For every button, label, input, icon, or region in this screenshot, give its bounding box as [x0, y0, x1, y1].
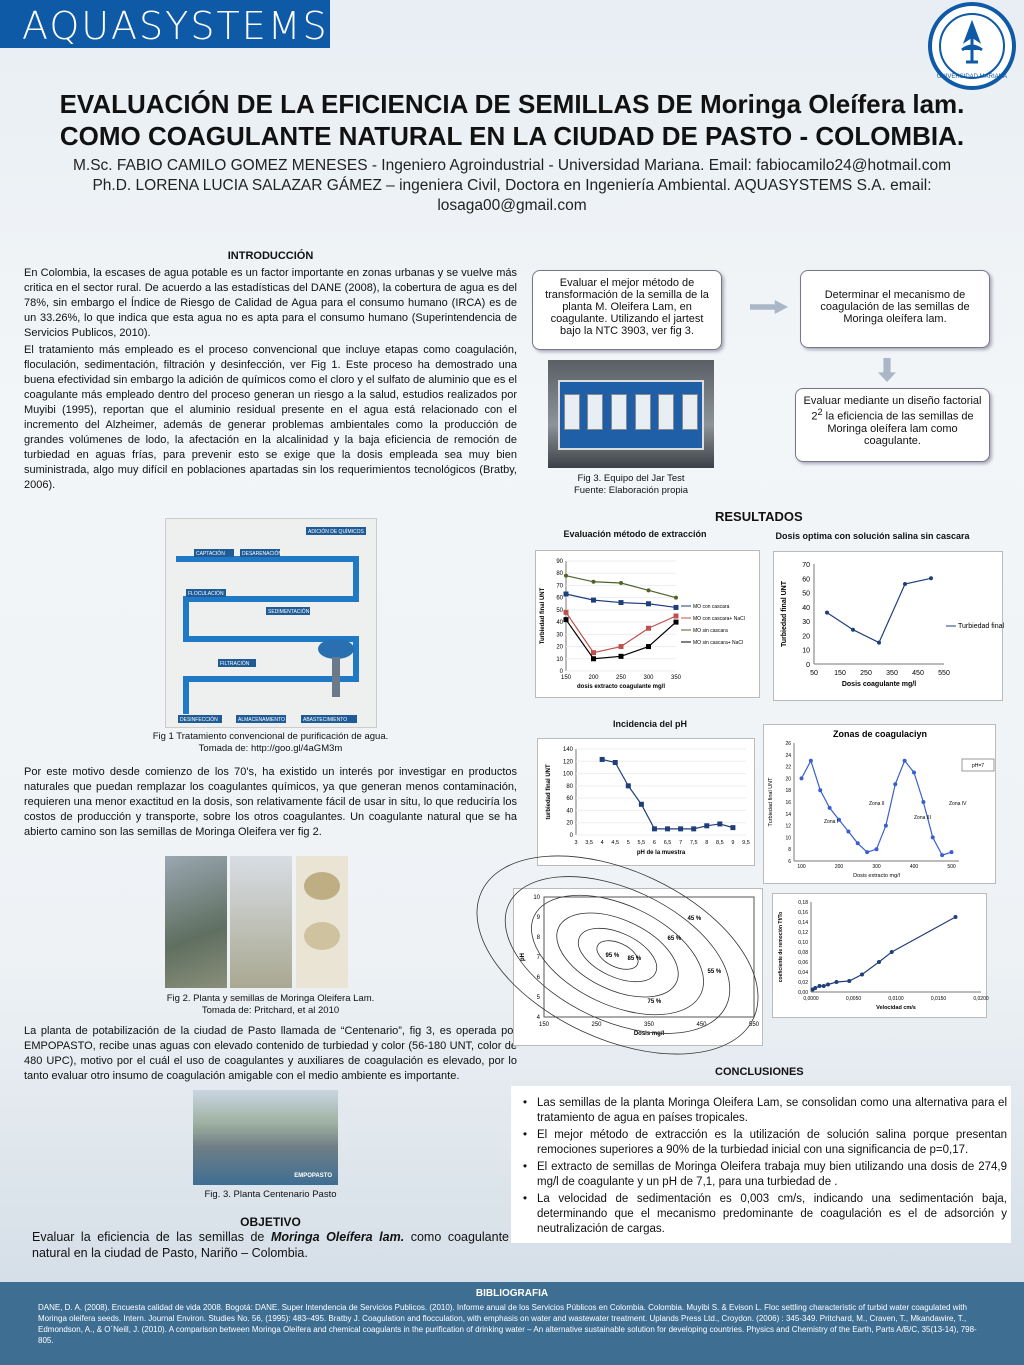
fig1-label-captacion: CAPTACIÓN [196, 551, 225, 557]
y-tick-label: 0,02 [798, 980, 808, 986]
series-zonas-point [818, 788, 822, 792]
y-tick-label: 10 [556, 656, 563, 663]
y-axis-label: Turbiedad final UNT [781, 581, 788, 647]
x-tick-label: 150 [834, 670, 846, 677]
intro-p1: En Colombia, la escases de agua potable es un factor importante en zonas urbanas y se vuelve más critica en el sector rural. De acuerdo a las estadísticas del DANE (2008), la cobertura de agua es del 78%, sin embargo el Índice de Riesgo de Calidad de Agua para el consumo humano (IRCA) es de un 33.26%, lo que indica que esta agua no es apta para el consumo humano (Superintendencia de Servicios Publicos, 2010). [24, 267, 517, 339]
authors [20, 156, 1004, 216]
series-0-point [646, 601, 651, 606]
series-zonas-point [865, 850, 869, 854]
x-tick-label: 5 [626, 840, 630, 846]
series-zonas-point [912, 771, 916, 775]
y-tick-label: 16 [785, 800, 791, 806]
y-tick-label: 0,18 [798, 900, 808, 906]
x-tick-label: 350 [670, 675, 682, 681]
series-zonas-point [828, 806, 832, 810]
y-axis-label: Turbiedad final UNT [768, 777, 774, 827]
y-tick-label: 0,00 [798, 990, 808, 996]
objetivo-post: como coagulante natural en la ciudad de Pasto, Nariño – Colombia. [32, 1230, 509, 1260]
y-tick-label: 0,12 [798, 930, 808, 936]
y-tick-label: 30 [802, 619, 810, 627]
legend-label: MO con cascara+ NaCl [693, 616, 745, 622]
fig1-label-sedimentacion: SEDIMENTACIÓN [268, 609, 310, 615]
x-tick-label: 0,0050 [845, 996, 862, 1002]
contour-label: 65 % [667, 936, 682, 942]
x-tick-label: 250 [615, 675, 627, 681]
chart-extraccion [535, 550, 760, 698]
y-tick-label: 40 [566, 808, 573, 815]
x-tick-label: 9 [731, 840, 735, 846]
intro-section [24, 250, 517, 493]
bibliografia-section [0, 1282, 1024, 1365]
series-ph-point [704, 823, 709, 828]
author-2: Ph.D. LORENA LUCIA SALAZAR GÁMEZ – ingeniera Civil, Doctora en Ingeniería Ambiental. AQUASYSTEMS S.A. email: losaga00@gmail.com [92, 177, 932, 214]
fig3-caption-2: Fuente: Elaboración propia [573, 485, 689, 496]
x-tick-label: 3,5 [585, 840, 593, 846]
y-tick-label: 0,16 [798, 910, 808, 916]
x-tick-label: 550 [748, 1022, 760, 1028]
series-3-point [591, 656, 596, 661]
intro-p3: Por este motivo desde comienzo de los 70's, ha existido un interés por investigar en productos naturales que puedan remplazar los coagulantes químicos, ya que generan menos contaminación, requieren una menor exactitud en la dosis, son relativamente fácil de usar in situ, lo que reduciría los costos de producción y transporte, sobre los otros coagulantes. Un coagulante natural que se ha abierto camino son las semillas de Moringa Oleifera ver fig 2. [24, 766, 517, 838]
series-3-line [566, 620, 676, 659]
objetivo-text [24, 1229, 517, 1261]
series-velocidad-point [954, 915, 958, 919]
series-2-point [564, 574, 568, 578]
series-velocidad-point [890, 950, 894, 954]
moringa-pods-photo [230, 856, 292, 988]
arrow-down-icon [878, 358, 896, 382]
x-tick-label: 400 [909, 864, 919, 870]
objetivo-pre: Evaluar la eficiencia de las semillas de [32, 1230, 271, 1244]
y-tick-label: 22 [785, 764, 791, 771]
y-tick-label: 0,04 [798, 970, 808, 976]
zone-label: Zona II [869, 801, 885, 807]
x-tick-label: 0,0100 [888, 996, 904, 1002]
y-tick-label: 70 [556, 583, 563, 590]
x-axis-label: Velocidad cm/s [876, 1005, 916, 1011]
x-tick-label: 450 [696, 1022, 707, 1028]
box3-pre: Evaluar mediante un diseño factorial 2 [803, 395, 982, 423]
series-zonas-point [846, 830, 850, 834]
x-tick-label: 8 [705, 840, 709, 846]
series-2-line [566, 576, 676, 598]
poster-title: EVALUACIÓN DE LA EFICIENCIA DE SEMILLAS DE Moringa Oleífera lam. COMO COAGULANTE NATURAL EN LA CIUDAD DE PASTO - COLOMBIA. [59, 89, 965, 151]
series-zonas-point [950, 850, 954, 854]
series-ph-point [665, 826, 670, 831]
series-turbiedad-point [851, 628, 855, 632]
series-1-point [564, 610, 569, 615]
y-tick-label: 40 [556, 620, 563, 627]
series-2-point [592, 580, 596, 584]
series-zonas-point [921, 800, 925, 804]
x-tick-label: 4,5 [611, 840, 620, 846]
fig3-caption-1: Fig 3. Equipo del Jar Test [577, 473, 685, 484]
fig3-caption [540, 473, 722, 497]
contour-label: 85 % [627, 956, 642, 962]
zone-label: Zona I [824, 819, 839, 825]
x-tick-label: 150 [538, 1022, 550, 1028]
x-tick-label: 550 [938, 670, 950, 677]
series-0-point [564, 592, 569, 597]
results-heading: RESULTADOS [715, 509, 803, 524]
fig1-label-desarenacion: DESARENACIÓN [242, 551, 283, 557]
fig1-caption-1: Fig 1 Tratamiento convencional de purificación de agua. [152, 731, 389, 742]
intro-heading: INTRODUCCIÓN [227, 250, 314, 262]
x-tick-label: 250 [591, 1022, 602, 1028]
series-ph-point [717, 821, 722, 826]
arrow-right-icon [750, 300, 788, 314]
y-tick-label: 90 [556, 559, 563, 565]
x-tick-label: 150 [560, 675, 572, 681]
author-1: M.Sc. FABIO CAMILO GOMEZ MENESES - Ingeniero Agroindustrial - Universidad Mariana. Email: fabiocamilo24@hotmail.com [72, 157, 951, 174]
series-turbiedad-point [903, 582, 907, 586]
chart3-title: Incidencia del pH [612, 719, 688, 729]
series-ph-line [602, 759, 733, 828]
x-tick-label: 6,5 [663, 840, 672, 846]
x-tick-label: 4 [600, 840, 604, 846]
legend-label: pH=7 [972, 763, 985, 769]
series-ph-point [639, 802, 644, 807]
y-tick-label: 10 [533, 895, 540, 901]
conclusion-1: • Las semillas de la planta Moringa Oleifera Lam, se consolidan como una alternativa para el tratamiento de agua en países tropicales. [521, 1096, 1007, 1126]
box3-sup: 2 [817, 407, 823, 417]
series-zonas-point [875, 847, 879, 851]
x-tick-label: 200 [834, 864, 844, 870]
conclusiones-box [511, 1086, 1011, 1243]
x-axis-label: Dosis coagulante mg/l [841, 681, 917, 688]
method-box-2: Determinar el mecanismo de coagulación de las semillas de Moringa oleífera lam. [800, 270, 990, 348]
aquasystems-logo: AQUASYSTEMS [0, 0, 330, 48]
series-1-point [646, 626, 651, 631]
y-tick-label: 0 [569, 833, 573, 839]
contour-label: 55 % [707, 969, 722, 975]
fig1-label-quimicos: ADICIÓN DE QUÍMICOS [308, 529, 364, 535]
y-tick-label: 8 [788, 847, 791, 854]
y-tick-label: 4 [536, 1015, 540, 1021]
y-tick-label: 5 [536, 995, 540, 1001]
series-3-point [619, 654, 624, 659]
series-2-point [647, 588, 651, 592]
x-axis-label: Dosis extracto mg/l [853, 873, 900, 879]
series-0-point [591, 598, 596, 603]
series-velocidad-point [835, 980, 839, 984]
intro-p4: La planta de potabilización de la ciudad de Pasto llamada de “Centenario”, fig 3, es operada por EMPOPASTO, recibe unas aguas con elevado contenido de turbiedad y color (56-180 UNT, color de 480 UPC), motivo por el cuál el uso de coagulantes y auxiliares de coagulación es elevado, por lo tanto evaluar otro insumo de coagulación amigable con el medio ambiente es importante. [24, 1025, 517, 1082]
series-zonas-point [903, 759, 907, 763]
contour-label: 45 % [687, 916, 702, 922]
series-velocidad-point [847, 979, 851, 983]
zone-label: Zona IV [949, 801, 967, 807]
y-tick-label: 80 [566, 783, 573, 790]
series-turbiedad-point [877, 641, 881, 645]
conclusiones-heading: CONCLUSIONES [715, 1066, 804, 1078]
x-tick-label: 0,0150 [930, 996, 947, 1002]
series-zonas-line [802, 761, 952, 855]
y-axis-label: pH [520, 953, 526, 961]
series-zonas-point [940, 853, 944, 857]
fig2-caption-2: Tomada de: Pritchard, et al 2010 [201, 1005, 340, 1016]
chart-dosis-optima [773, 551, 1003, 701]
seal-text: UNIVERSIDAD MARIANA [936, 74, 1008, 80]
x-tick-label: 50 [810, 670, 818, 677]
y-tick-label: 0 [806, 662, 810, 669]
series-velocidad-point [822, 984, 826, 988]
planta-centenario-photo [193, 1090, 338, 1185]
university-seal [928, 2, 1016, 90]
x-tick-label: 9,5 [742, 840, 750, 846]
series-zonas-point [884, 824, 888, 828]
x-tick-label: 250 [860, 670, 872, 677]
fig1-label-almacenamiento: ALMACENAMIENTO [238, 717, 285, 723]
y-tick-label: 10 [802, 647, 810, 655]
series-zonas-point [931, 835, 935, 839]
fig2-caption-1: Fig 2. Planta y semillas de Moringa Oleifera Lam. [166, 993, 375, 1004]
legend-label: Turbiedad final [958, 623, 1005, 630]
x-axis-label: pH de la muestra [636, 850, 686, 856]
y-tick-label: 80 [556, 571, 563, 578]
series-ph-point [678, 826, 683, 831]
chart2-title: Dosis optima con solución salina sin cascara [775, 531, 970, 541]
conclusion-4: • La velocidad de sedimentación es 0,003 cm/s, indicando una sedimentación baja, determinando que el mecanismo predominante de coagulación es el de adsorción y neutralización de cargas. [521, 1192, 1007, 1237]
legend-label: MO con cascara [693, 604, 730, 610]
moringa-tree-photo [165, 856, 227, 988]
x-tick-label: 200 [588, 675, 599, 681]
zone-label: Zona III [914, 815, 931, 821]
conclusion-2: • El mejor método de extracción es la utilización de solución salina porque presentan remociones superiores a 90% de la turbiedad inicial con una significancia de p=0,17. [521, 1128, 1007, 1158]
fig1-treatment-diagram [165, 518, 377, 728]
fig1-caption [24, 731, 517, 755]
series-zonas-point [856, 841, 860, 845]
fig2-caption [24, 993, 517, 1017]
y-tick-label: 26 [785, 741, 791, 747]
series-1-point [591, 650, 596, 655]
series-velocidad-point [813, 986, 817, 990]
series-0-point [674, 605, 679, 610]
y-tick-label: 0,08 [798, 950, 808, 956]
y-tick-label: 120 [562, 759, 573, 766]
y-tick-label: 6 [536, 975, 540, 981]
y-tick-label: 60 [566, 796, 573, 803]
objetivo-section [24, 1215, 517, 1261]
box3-post: la eficiencia de las semillas de Moringa oleífera lam como coagulante. [822, 410, 974, 447]
chart-contour [513, 888, 763, 1046]
x-tick-label: 450 [912, 670, 924, 677]
objetivo-heading: OBJETIVO [240, 1215, 301, 1229]
series-zonas-point [893, 782, 897, 786]
y-tick-label: 20 [785, 776, 791, 783]
fig1-label-floculacion: FLOCULACIÓN [188, 591, 224, 597]
y-tick-label: 100 [562, 771, 573, 778]
series-2-point [619, 581, 623, 585]
fig1-label-abastecimiento: ABASTECIMIENTO [303, 717, 348, 723]
y-tick-label: 50 [556, 607, 563, 614]
series-zonas-point [800, 776, 804, 780]
y-tick-label: 20 [802, 633, 810, 641]
y-tick-label: 70 [802, 562, 810, 569]
jar-test-photo [548, 360, 714, 468]
y-axis-label: coeficiente de remoción Tf/To [778, 911, 784, 983]
fig3b-caption: Fig. 3. Planta Centenario Pasto [204, 1189, 337, 1200]
contour-label: 75 % [647, 999, 662, 1005]
series-turbiedad-point [825, 611, 829, 615]
y-axis-label: Turbiedad final UNT [540, 587, 546, 645]
x-tick-label: 7,5 [689, 840, 698, 846]
x-tick-label: 350 [886, 670, 898, 677]
chart-ph [537, 738, 755, 866]
series-velocidad-point [877, 960, 881, 964]
series-1-point [674, 614, 679, 619]
objetivo-species: Moringa Oleífera lam. [270, 1230, 405, 1244]
series-3-point [564, 617, 569, 622]
x-tick-label: 5,5 [637, 840, 646, 846]
chart4-title: Zonas de coagulaciyn [832, 729, 928, 739]
y-tick-label: 10 [785, 835, 791, 842]
y-tick-label: 40 [802, 604, 810, 612]
x-tick-label: 3 [574, 840, 578, 846]
chart1-title: Evaluación método de extracción [563, 529, 707, 539]
y-tick-label: 8 [536, 935, 540, 941]
y-tick-label: 20 [566, 820, 573, 827]
series-turbiedad-line [827, 578, 931, 642]
y-tick-label: 60 [556, 595, 563, 602]
y-tick-label: 50 [802, 590, 810, 598]
series-3-point [674, 620, 679, 625]
series-1-point [619, 644, 624, 649]
x-tick-label: 300 [643, 675, 654, 681]
y-tick-label: 0,06 [798, 960, 808, 966]
x-tick-label: 6 [652, 840, 656, 846]
series-ph-point [600, 757, 605, 762]
x-tick-label: 0,0200 [973, 996, 989, 1002]
y-tick-label: 60 [802, 576, 810, 584]
x-axis-label: Dosis mg/l [633, 1031, 665, 1037]
series-velocidad-point [860, 973, 864, 977]
moringa-seeds-photo [296, 856, 348, 988]
contour-label: 95 % [605, 953, 620, 959]
series-2-point [674, 596, 678, 600]
intro-p2: El tratamiento más empleado es el proceso convencional que incluye etapas como coagulación, floculación, sedimentación, filtración y desinfección, ver Fig 1. Este proceso ha demostrado una buena efectividad sin embargo la adición de químicos como el cloro y el sulfato de aluminio que es el coagulante más empleado dentro del proceso generan un riesgo a la salud, estudios realizados por Muyibi (1995), reportan que el aluminio residual presente en el agua está relacionado con el incremento del Alzheimer, además de generar problemas ambientales como la producción de grandes volúmenes de lodo, la afectación en la alcalinidad y la baja eficiencia de remoción de turbiedad en aguas frías, para prevenir esto se exige que la dosis empleada sea muy bien suministrada, algo muy difícil en poblaciones apartadas sin los requerimientos tecnológicos (Bratby, 2006). [24, 344, 517, 491]
series-velocidad-line [813, 917, 956, 990]
y-tick-label: 0,10 [798, 940, 808, 946]
chart-zonas [763, 724, 996, 884]
fig1-caption-2: Tomada de: http://goo.gl/4aGM3m [198, 743, 343, 754]
y-tick-label: 7 [536, 955, 540, 961]
legend-label: MO sin cascara+ NaCl [693, 640, 744, 646]
series-ph-point [730, 825, 735, 830]
legend-label: MO sin cascara [693, 628, 728, 634]
x-axis-label: dosis extracto coagulante mg/l [576, 684, 666, 690]
method-box-3 [795, 388, 990, 462]
y-tick-label: 9 [536, 915, 540, 921]
y-tick-label: 6 [788, 859, 791, 865]
series-zonas-point [809, 759, 813, 763]
chart-velocidad [772, 893, 987, 1018]
y-tick-label: 18 [785, 788, 791, 795]
bibliografia-heading: BIBLIOGRAFIA [475, 1288, 549, 1299]
y-tick-label: 12 [785, 823, 791, 830]
series-ph-point [652, 826, 657, 831]
empopasto-label: EMPOPASTO [294, 1173, 332, 1179]
series-velocidad-point [818, 984, 822, 988]
series-3-point [646, 644, 651, 649]
fig1-label-desinfeccion: DESINFECCIÓN [180, 717, 218, 723]
y-tick-label: 0 [559, 669, 563, 675]
series-0-point [619, 600, 624, 605]
y-axis-label: turbiedad final UNT [546, 764, 552, 820]
x-tick-label: 7 [679, 840, 683, 846]
method-box-1: Evaluar el mejor método de transformación de la semilla de la planta M. Oleifera Lam, en coagulante. Utilizando el jartest bajo la NTC 3903, ver fig 3. [532, 270, 722, 350]
fig1-label-filtracion: FILTRACIÓN [220, 661, 250, 667]
y-tick-label: 140 [562, 747, 573, 753]
seal-emblem-icon [932, 6, 1012, 86]
x-tick-label: 350 [643, 1022, 655, 1028]
x-tick-label: 0,0000 [803, 996, 819, 1002]
series-turbiedad-point [929, 576, 933, 580]
y-tick-label: 14 [785, 811, 791, 818]
x-tick-label: 300 [872, 864, 881, 870]
conclusion-3: • El extracto de semillas de Moringa Oleifera trabaja muy bien utilizando una dosis de 274,9 mg/l de coagulante y un pH de 7,1, para una turbiedad de . [521, 1160, 1007, 1190]
series-ph-point [626, 783, 631, 788]
y-tick-label: 0,14 [798, 920, 808, 926]
series-ph-point [613, 760, 618, 765]
y-tick-label: 30 [556, 632, 563, 639]
bibliografia-text: DANE, D. A. (2008). Encuesta calidad de vida 2008. Bogotá: DANE. Super Intendencia de Servicios Publicos. (2010). Informe anual de los Servicios Públicos en Colombia. Colombia. Muyibi S. & Evison L. Floc settling characteristic of turbid water coagulated with Moringa oleifera seeds. Intern. Journal Environ. Studies No. 56, (1995): 483–495. Bratby J. Coagulation and flocculation, with emphasis on water and wastewater treatment. Uplands Press Ltd., Croydon. (2006) : 345-349. Pritchard, M., Craven, T., Mkandawire, T., Edmondson, A., & O´Neill, J. (2010). A comparison between Moringa Oleifera and chemical coagulants in the purification of drinking water – An alternative sustainable solution for developing countries. Physics and Chemistry of the Earth, Parts A/B/C, 35(13-14), 798-805. [38, 1303, 977, 1345]
series-ph-point [691, 826, 696, 831]
y-tick-label: 20 [556, 644, 563, 651]
x-tick-label: 500 [947, 864, 956, 870]
x-tick-label: 8,5 [716, 840, 724, 846]
y-tick-label: 24 [785, 752, 791, 759]
x-tick-label: 100 [797, 864, 806, 870]
series-velocidad-point [826, 983, 830, 987]
